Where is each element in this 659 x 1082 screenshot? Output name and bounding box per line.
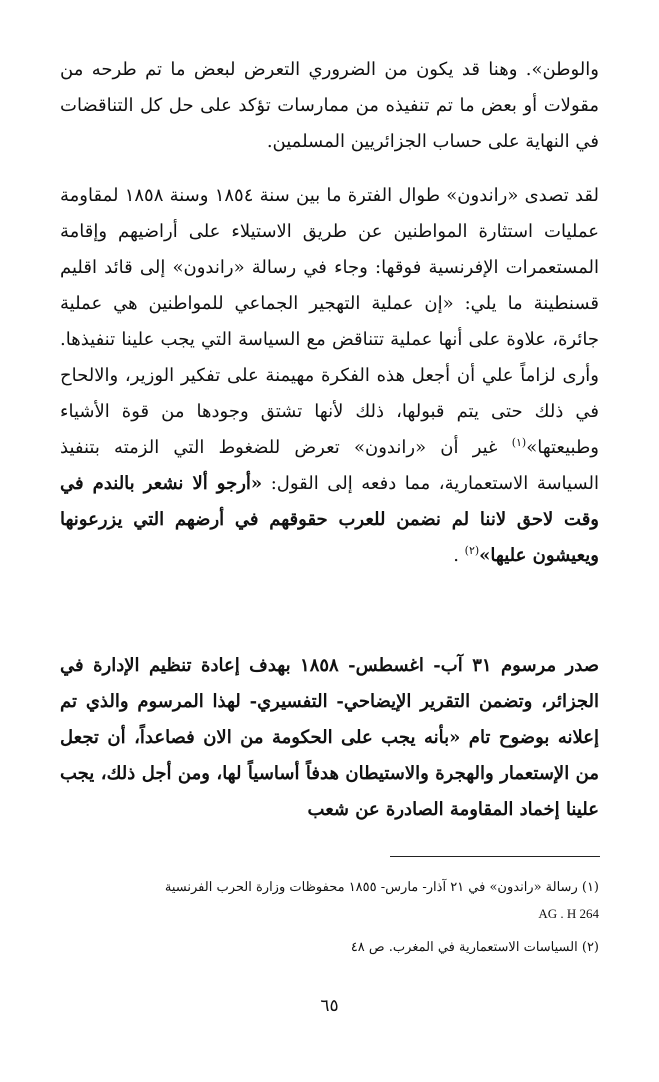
page-number: ٦٥ (320, 996, 339, 1016)
paragraph-2-main: لقد تصدى «راندون» طوال الفترة ما بين سنة ١٨٥٤ وسنة ١٨٥٨ لمقاومة عمليات استثارة المواطنين عن طريق الاستيلاء على أراضيهم وإقامة المستعمرات الإفرنسية فوقها: وجاء في رسالة «راندون» إلى قائد اقليم قسنطينة ما يلي: «إن عملية التهجير الجماعي للمواطنين هي عملية جائرة، علاوة على أنها عملية تتناقض مع السياسة التي يجب علينا تنفيذها. وأرى لزاماً علي أن أجعل هذه الفكرة مهيمنة على تفكير الوزير، والالحاح في ذلك حتى يتم قبولها، ذلك لأنها تشتق وجودها من قوة الأشياء وطبيعتها» (60, 185, 600, 458)
paragraph-2 (60, 178, 599, 574)
paragraph-2-bold-quote: «أرجو ألا نشعر بالندم في وقت لاحق لاننا لم نضمن للعرب حقوقهم في أرضهم التي يزرعونها ويعيشون عليها» (60, 473, 599, 566)
footnote-2: (٢) السياسات الاستعمارية في المغرب. ص ٤٨ (350, 940, 599, 955)
paragraph-2-end: . (453, 545, 465, 566)
footnote-1-archive-code: AG . H 264 (538, 906, 599, 921)
footnote-1: (١) رسالة «راندون» في ٢١ آذار- مارس- ١٨٥٥ محفوظات وزارة الحرب الفرنسية (164, 880, 599, 895)
paragraph-3 (60, 648, 599, 828)
paragraph-2-text (60, 178, 599, 574)
footnote-separator (390, 856, 600, 857)
footnote-ref-1: (١) (511, 436, 527, 449)
paragraph-3-text: صدر مرسوم ٣١ آب- اغسطس- ١٨٥٨ بهدف إعادة تنظيم الإدارة في الجزائر، وتضمن التقرير الإيضاحي- التفسيري- لهذا المرسوم والذي تم إعلانه بوضوح تام «بأنه يجب على الحكومة من الان فصاعداً، أن تجعل من الإستعمار والهجرة والاستيطان هدفاً أساسياً لها، ومن أجل ذلك، يجب علينا إخماد المقاومة الصادرة عن شعب (60, 655, 599, 820)
footnote-ref-2: (٢) (464, 544, 480, 557)
paragraph-1-text: والوطن». وهنا قد يكون من الضروري التعرض لبعض ما تم طرحه من مقولات أو بعض ما تم تنفيذه من ممارسات تؤكد على حل كل التناقضات في النهاية على حساب الجزائريين المسلمين. (60, 59, 599, 152)
footnotes-section (60, 875, 599, 961)
paragraph-1 (60, 52, 599, 160)
paragraph-2-continuation: غير أن «راندون» تعرض للضغوط التي الزمته بتنفيذ السياسة الاستعمارية، مما دفعه إلى القول: (60, 437, 600, 494)
